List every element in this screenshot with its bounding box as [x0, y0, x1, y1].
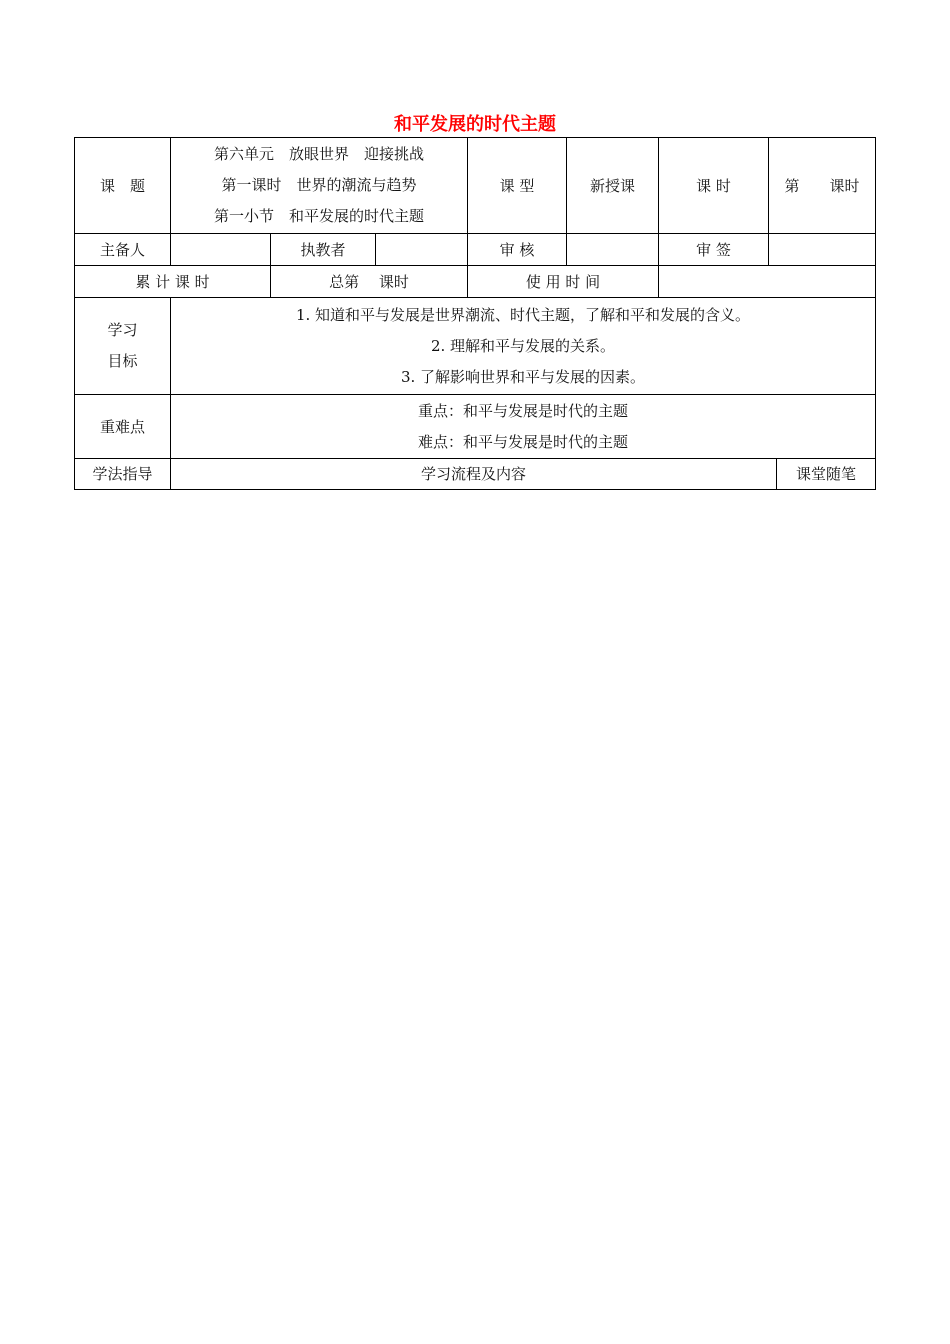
cumulative-label: 累 计 课 时 — [75, 266, 271, 298]
key-point: 重点：和平与发展是时代的主题 — [418, 401, 629, 420]
schedule-row — [75, 266, 876, 298]
goal-item: 2. 理解和平与发展的关系。 — [430, 336, 616, 355]
topic-line-unit: 第六单元 放眼世界 迎接挑战 — [214, 145, 425, 163]
usage-time-value — [659, 266, 876, 298]
key-points-label: 重难点 — [75, 395, 171, 459]
page-title: 和平发展的时代主题 — [394, 114, 556, 135]
topic-row — [75, 138, 876, 234]
type-label: 课 型 — [468, 138, 567, 234]
goals-label-line2: 目标 — [107, 352, 138, 370]
lesson-plan-table — [74, 137, 876, 490]
process-label: 学习流程及内容 — [171, 459, 777, 490]
goals-row — [75, 298, 876, 395]
goal-item: 1. 知道和平与发展是世界潮流、时代主题，了解和平和发展的含义。 — [295, 305, 751, 324]
sign-label: 审 签 — [659, 234, 769, 266]
type-value: 新授课 — [567, 138, 659, 234]
staff-row — [75, 234, 876, 266]
preparer-value — [171, 234, 271, 266]
hours-value: 第 课时 — [769, 138, 876, 234]
sign-value — [769, 234, 876, 266]
teacher-label: 执教者 — [271, 234, 376, 266]
topic-label: 课 题 — [75, 138, 171, 234]
difficult-point: 难点：和平与发展是时代的主题 — [418, 432, 629, 451]
goals-label-line1: 学习 — [107, 321, 138, 339]
total-hours-label: 总第 课时 — [271, 266, 468, 298]
hours-label: 课 时 — [659, 138, 769, 234]
teacher-value — [376, 234, 468, 266]
method-label: 学法指导 — [75, 459, 171, 490]
topic-value — [171, 138, 468, 234]
topic-line-section: 第一小节 和平发展的时代主题 — [214, 207, 425, 225]
goal-item: 3. 了解影响世界和平与发展的因素。 — [400, 367, 646, 386]
goals-label — [75, 298, 171, 395]
key-points-content — [171, 395, 876, 459]
goals-content — [171, 298, 876, 395]
preparer-label: 主备人 — [75, 234, 171, 266]
notes-label: 课堂随笔 — [777, 459, 876, 490]
review-value — [567, 234, 659, 266]
key-points-row — [75, 395, 876, 459]
review-label: 审 核 — [468, 234, 567, 266]
usage-time-label: 使 用 时 间 — [468, 266, 659, 298]
topic-line-lesson: 第一课时 世界的潮流与趋势 — [221, 176, 417, 194]
process-header-row — [75, 459, 876, 490]
